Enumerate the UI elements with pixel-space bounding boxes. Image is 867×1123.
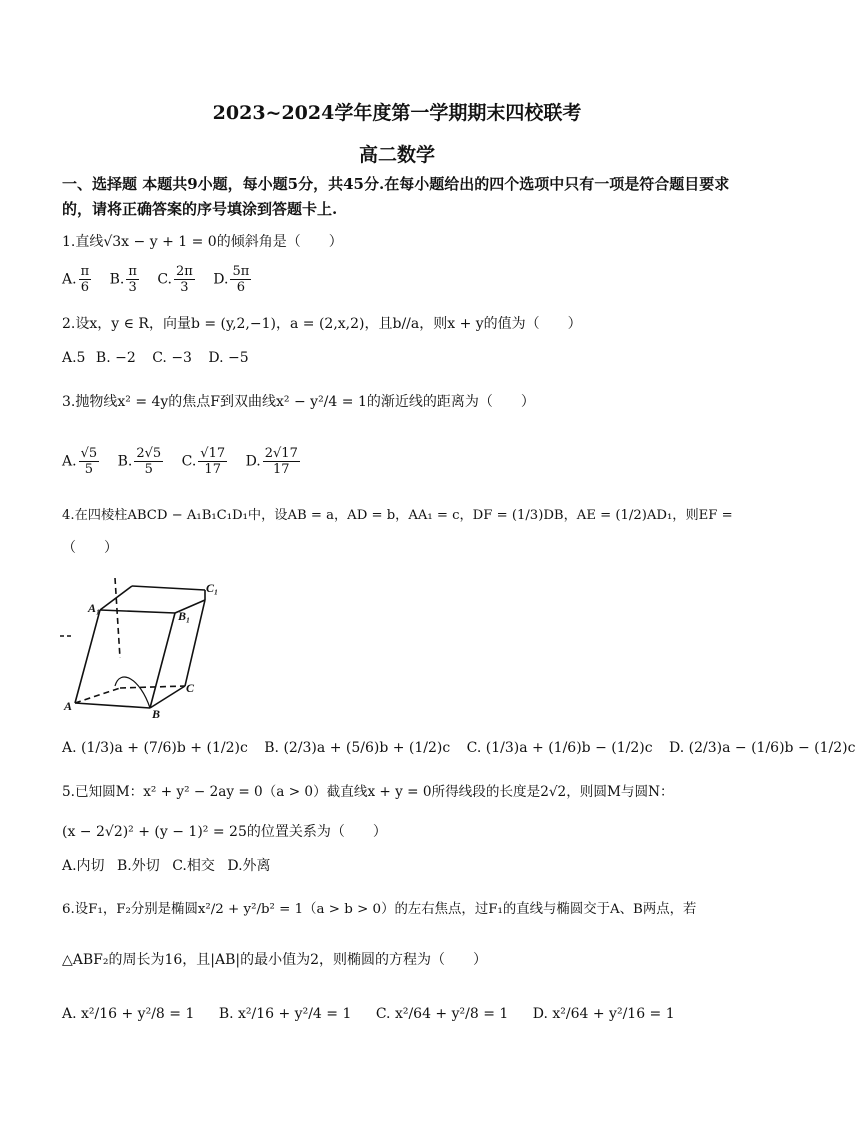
q6-option-a: A. x²/16 + y²/8 = 1 bbox=[62, 1006, 195, 1022]
edge-dc-hidden bbox=[120, 686, 185, 688]
question-4-options bbox=[62, 738, 856, 758]
q1-option-a: A. $\frac{\pi}{6}$ bbox=[62, 264, 90, 295]
label-a1: A₁ bbox=[88, 601, 101, 615]
question-6-stem-line1: 6.设F₁，F₂分别是椭圆x²/2 + y²/b² = 1（a > b > 0）的左右焦点，过F₁的直线与椭圆交于A、B两点，若 bbox=[62, 902, 697, 917]
q2-option-d: D. −5 bbox=[208, 350, 249, 366]
q4-option-d: D. (2/3)a − (1/6)b − (1/2)c bbox=[669, 740, 856, 756]
exam-subtitle: 高二数学 bbox=[358, 144, 435, 166]
edge-ad-hidden bbox=[75, 688, 120, 703]
question-1-stem: 1.直线√3x − y + 1 = 0的倾斜角是（ ） bbox=[62, 234, 343, 250]
q1-option-b: B. $\frac{\pi}{3}$ bbox=[109, 264, 137, 295]
question-4-paren: （ ） bbox=[62, 540, 118, 556]
question-4-stem: 4.在四棱柱ABCD − A₁B₁C₁D₁中，设AB = a，AD = b，AA₁ = c，DF = (1/3)DB，AE = (1/2)AD₁，则EF = bbox=[62, 508, 733, 523]
prism-figure bbox=[60, 568, 220, 721]
q1-option-c: C. $\frac{2\pi}{3}$ bbox=[157, 264, 193, 295]
q5-option-c: C.相交 bbox=[172, 858, 215, 874]
q6-option-b: B. x²/16 + y²/4 = 1 bbox=[218, 1006, 352, 1022]
question-6-stem-line2: △ABF₂的周长为16，且|AB|的最小值为2，则椭圆的方程为（ ） bbox=[62, 952, 488, 968]
edge-dd1-hidden bbox=[115, 578, 120, 658]
q6-option-d: D. x²/64 + y²/16 = 1 bbox=[532, 1006, 675, 1022]
label-c: C bbox=[186, 681, 195, 695]
q5-option-b: B.外切 bbox=[117, 858, 160, 874]
edge-a1b1 bbox=[100, 610, 175, 613]
q3-option-d: D. $\frac{2√17}{17}$ bbox=[245, 446, 298, 477]
q1-option-d: D. $\frac{5\pi}{6}$ bbox=[213, 264, 250, 295]
label-c1: C₁ bbox=[206, 581, 219, 595]
exam-title: 2023~2024学年度第一学期期末四校联考 bbox=[212, 102, 582, 124]
edge-aa1 bbox=[75, 610, 100, 703]
section-heading: 一、选择题 本题共9小题，每小题5分，共45分.在每小题给出的四个选项中只有一项是符合题目要求的，请将正确答案的序号填涂到答题卡上. bbox=[62, 175, 730, 218]
q5-option-d: D.外离 bbox=[227, 858, 271, 874]
q3-option-b: B. $\frac{2√5}{5}$ bbox=[117, 446, 162, 477]
q4-option-b: B. (2/3)a + (5/6)b + (1/2)c bbox=[264, 740, 451, 756]
question-2-options bbox=[62, 348, 742, 368]
curve-sketch bbox=[115, 677, 150, 708]
edge-ab bbox=[75, 703, 150, 708]
question-3-stem: 3.抛物线x² = 4y的焦点F到双曲线x² − y²/4 = 1的渐近线的距离为（ ） bbox=[62, 394, 535, 410]
q3-option-c: C. $\frac{√17}{17}$ bbox=[181, 446, 226, 477]
q6-option-c: C. x²/64 + y²/8 = 1 bbox=[375, 1006, 509, 1022]
label-b: B bbox=[152, 707, 161, 721]
q2-option-b: B. −2 bbox=[95, 350, 136, 366]
q4-option-c: C. (1/3)a + (1/6)b − (1/2)c bbox=[466, 740, 653, 756]
question-1-options bbox=[62, 264, 742, 295]
q2-option-a: A.5 bbox=[62, 350, 86, 366]
question-3-options bbox=[62, 446, 742, 477]
q3-option-a: A. $\frac{√5}{5}$ bbox=[62, 446, 98, 477]
question-5-options bbox=[62, 856, 742, 876]
label-b1: B₁ bbox=[178, 609, 191, 623]
q4-option-a: A. (1/3)a + (7/6)b + (1/2)c bbox=[62, 740, 248, 756]
question-2-stem: 2.设x，y ∈ R，向量b = (y,2,−1)，a = (2,x,2)，且b//a，则x + y的值为（ ） bbox=[62, 316, 582, 332]
edge-d1c1 bbox=[132, 586, 205, 590]
question-5-stem-line1: 5.已知圆M：x² + y² − 2ay = 0（a > 0）截直线x + y = 0所得线段的长度是2√2，则圆M与圆N： bbox=[62, 784, 674, 800]
q2-option-c: C. −3 bbox=[152, 350, 192, 366]
question-5-stem-line2: (x − 2√2)² + (y − 1)² = 25的位置关系为（ ） bbox=[62, 824, 387, 840]
question-6-options bbox=[62, 1004, 742, 1024]
q5-option-a: A.内切 bbox=[62, 858, 105, 874]
label-a: A bbox=[64, 699, 73, 713]
